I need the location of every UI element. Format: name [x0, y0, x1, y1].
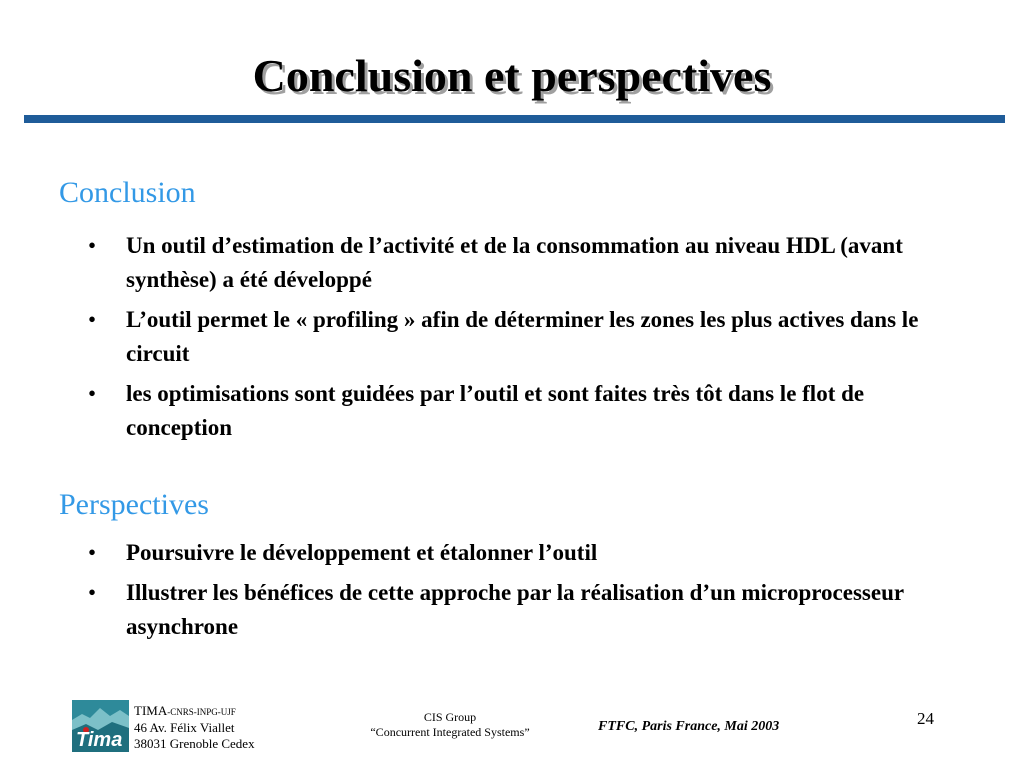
bullet-text: les optimisations sont guidées par l’outil et sont faites très tôt dans le flot de conception: [126, 381, 865, 440]
slide-title: Conclusion et perspectives: [252, 50, 772, 101]
conclusion-bullet-list: [88, 229, 948, 451]
perspectives-bullet-list: [88, 536, 948, 650]
svg-text:Tima: Tima: [76, 729, 123, 751]
list-item: [88, 303, 948, 371]
bullet-text: Poursuivre le développement et étalonner l’outil: [126, 540, 598, 565]
bullet-icon: •: [88, 381, 97, 406]
page-number: 24: [917, 709, 934, 728]
tima-logo-graphic: [72, 700, 129, 752]
list-item: [88, 229, 948, 297]
bullet-text: Illustrer les bénéfices de cette approche par la réalisation d’un microprocesseur asynchrone: [126, 580, 904, 639]
bullet-text: Un outil d’estimation de l’activité et de la consommation au niveau HDL (avant synthèse) a été développé: [126, 233, 903, 292]
section-heading-conclusion: Conclusion: [59, 176, 196, 209]
footer-address-line2: 38031 Grenoble Cedex: [134, 736, 255, 751]
footer-group-name: CIS Group: [423, 710, 477, 724]
footer-org: TIMA-CNRS-INPG-UJF: [134, 703, 236, 718]
section-heading-perspectives: Perspectives: [59, 488, 209, 521]
footer-conference: FTFC, Paris France, Mai 2003: [598, 719, 780, 734]
bullet-icon: •: [88, 307, 97, 332]
footer-address-line1: 46 Av. Félix Viallet: [134, 720, 235, 735]
footer-group: [330, 710, 570, 740]
bullet-icon: •: [88, 540, 97, 565]
bullet-icon: •: [88, 580, 97, 605]
tima-logo: [72, 700, 129, 752]
list-item: [88, 377, 948, 445]
list-item: [88, 576, 948, 644]
bullet-icon: •: [88, 233, 97, 258]
footer-group-desc: “Concurrent Integrated Systems”: [370, 725, 530, 739]
footer-address: [134, 703, 255, 752]
bullet-text: L’outil permet le « profiling » afin de déterminer les zones les plus actives dans le circuit: [126, 307, 919, 366]
title-divider: [24, 115, 1005, 123]
list-item: [88, 536, 948, 570]
